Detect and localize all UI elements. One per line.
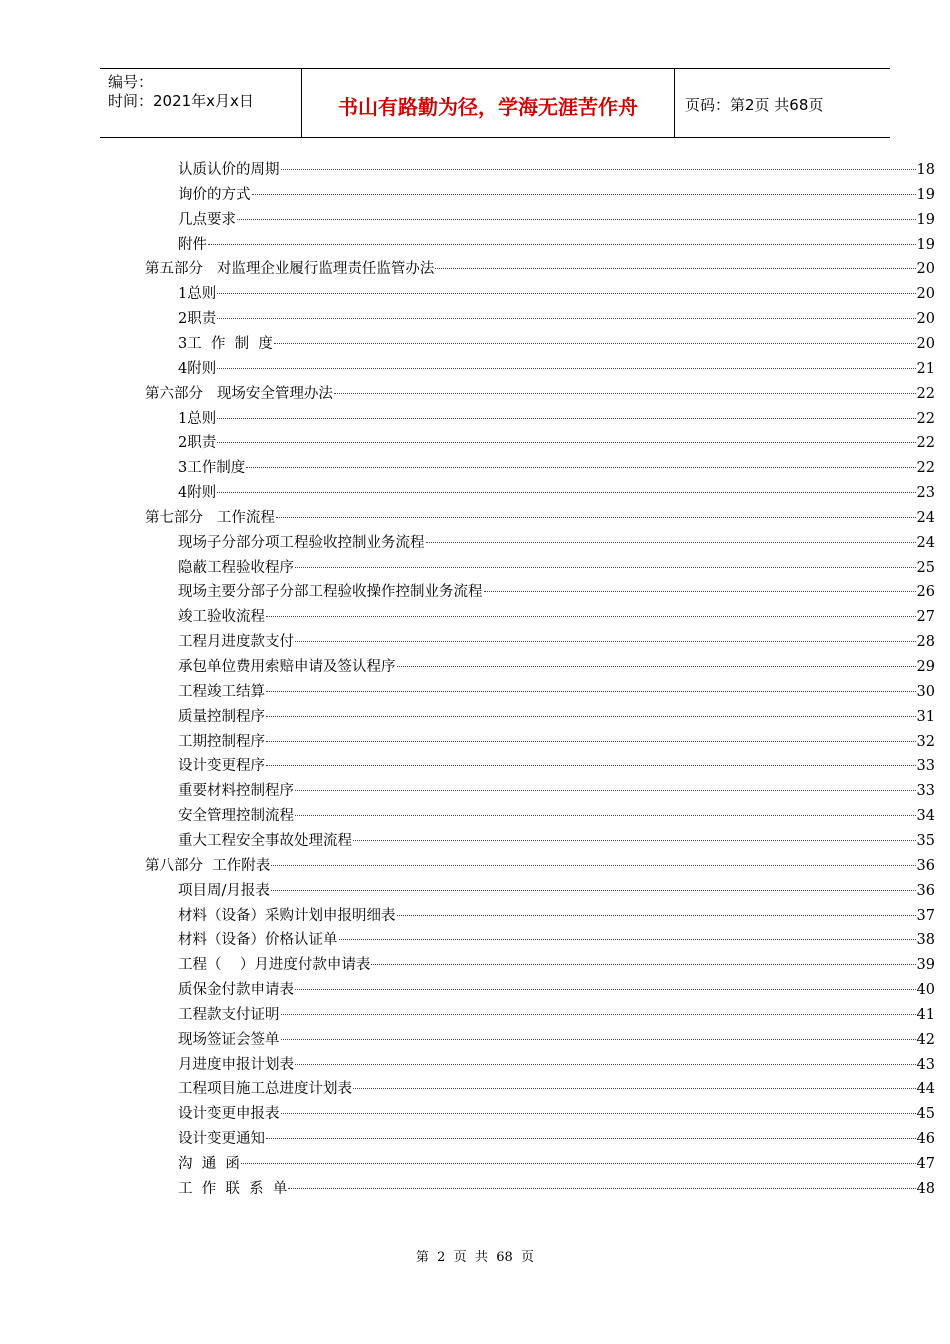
toc-entry-title: 工期控制程序	[178, 733, 265, 750]
toc-entry-title: 现场子分部分项工程验收控制业务流程	[178, 534, 425, 551]
toc-entry-page: 34	[916, 808, 935, 825]
toc-entry-page: 32	[916, 733, 935, 750]
toc-entry-page: 48	[916, 1180, 935, 1197]
toc-entry[interactable]	[178, 1154, 935, 1174]
toc-dot-leader	[266, 765, 916, 766]
toc-entry-page: 19	[916, 236, 935, 253]
toc-dot-leader	[334, 393, 916, 394]
toc-entry-title: 月进度申报计划表	[178, 1056, 294, 1073]
toc-dot-leader	[371, 964, 915, 965]
toc-entry[interactable]	[178, 160, 935, 180]
header-slogan-cell	[302, 69, 675, 137]
toc-entry-page: 24	[916, 534, 935, 551]
toc-dot-leader	[397, 915, 916, 916]
toc-entry-title: 2职责	[178, 435, 217, 452]
toc-entry-title: 工程款支付证明	[178, 1006, 280, 1023]
toc-section-entry[interactable]	[145, 384, 935, 404]
toc-entry-page: 20	[916, 311, 935, 328]
toc-entry-page: 19	[916, 211, 935, 228]
toc-entry[interactable]	[178, 359, 935, 379]
toc-entry-title: 工程项目施工总进度计划表	[178, 1081, 352, 1098]
toc-entry[interactable]	[178, 781, 935, 801]
toc-entry[interactable]	[178, 980, 935, 1000]
toc-entry-title: 3工 作 制 度	[178, 335, 273, 352]
toc-entry-page: 22	[916, 460, 935, 477]
toc-entry-title: 几点要求	[178, 211, 236, 228]
toc-entry-page: 22	[916, 385, 935, 402]
toc-entry-title: 3工作制度	[178, 460, 246, 477]
toc-dot-leader	[295, 790, 916, 791]
toc-entry-title: 第八部分 工作附表	[145, 857, 271, 874]
toc-entry-title: 2职责	[178, 311, 217, 328]
toc-entry-page: 33	[916, 783, 935, 800]
toc-entry-title: 工 作 联 系 单	[178, 1180, 288, 1197]
toc-entry-page: 28	[916, 634, 935, 651]
toc-entry-title: 安全管理控制流程	[178, 808, 294, 825]
toc-dot-leader	[295, 815, 916, 816]
toc-entry-page: 39	[916, 957, 935, 974]
toc-entry-page: 36	[916, 857, 935, 874]
toc-dot-leader	[288, 1188, 915, 1189]
toc-dot-leader	[217, 418, 915, 419]
toc-entry[interactable]	[178, 906, 935, 926]
toc-entry-title: 现场签证会签单	[178, 1031, 280, 1048]
toc-entry[interactable]	[178, 483, 935, 503]
toc-dot-leader	[435, 268, 915, 269]
toc-entry-page: 20	[916, 261, 935, 278]
toc-entry-title: 竣工验收流程	[178, 609, 265, 626]
toc-entry-title: 材料（设备）采购计划申报明细表	[178, 907, 396, 924]
toc-entry[interactable]	[178, 756, 935, 776]
toc-dot-leader	[208, 244, 916, 245]
header-meta-cell	[100, 69, 302, 137]
toc-entry[interactable]	[178, 881, 935, 901]
toc-entry[interactable]	[178, 1179, 935, 1199]
toc-section-entry[interactable]	[145, 259, 935, 279]
toc-entry[interactable]	[178, 235, 935, 255]
toc-dot-leader	[353, 1088, 916, 1089]
toc-dot-leader	[266, 691, 916, 692]
header-page-cell	[675, 69, 890, 137]
toc-entry-page: 29	[916, 659, 935, 675]
toc-dot-leader	[266, 741, 916, 742]
toc-entry[interactable]	[178, 334, 935, 354]
toc-entry-page: 42	[916, 1031, 935, 1048]
toc-entry-page: 31	[916, 708, 935, 725]
toc-dot-leader	[281, 1014, 916, 1015]
toc-entry-page: 35	[916, 832, 935, 849]
toc-entry[interactable]	[178, 1055, 935, 1075]
toc-entry-title: 1总则	[178, 410, 217, 427]
toc-entry-title: 承包单位费用索赔申请及签认程序	[178, 659, 396, 675]
toc-entry-page: 25	[916, 559, 935, 576]
toc-entry-title: 第六部分 现场安全管理办法	[145, 385, 333, 402]
toc-section-entry[interactable]	[145, 856, 935, 876]
toc-entry-title: 重大工程安全事故处理流程	[178, 832, 352, 849]
toc-dot-leader	[266, 716, 916, 717]
toc-entry-page: 22	[916, 410, 935, 427]
toc-entry-page: 40	[916, 982, 935, 999]
toc-entry-title: 重要材料控制程序	[178, 783, 294, 800]
toc-entry[interactable]	[178, 1104, 935, 1124]
page-header	[100, 68, 890, 138]
toc-entry[interactable]	[178, 955, 935, 975]
toc-dot-leader	[217, 293, 915, 294]
header-slogan: 书山有路勤为径，学海无涯苦作舟	[338, 95, 638, 119]
toc-entry[interactable]	[178, 582, 935, 602]
toc-entry-title: 设计变更程序	[178, 758, 265, 775]
document-code-label: 编号：	[108, 73, 154, 91]
toc-entry-title: 4附则	[178, 360, 217, 377]
toc-dot-leader	[217, 318, 915, 319]
toc-dot-leader	[397, 666, 916, 667]
toc-entry[interactable]	[178, 1129, 935, 1149]
toc-entry[interactable]	[178, 1079, 935, 1099]
toc-entry-page: 46	[916, 1131, 935, 1148]
toc-dot-leader	[281, 1039, 916, 1040]
toc-entry-title: 认质认价的周期	[178, 162, 280, 178]
toc-entry[interactable]	[178, 707, 935, 727]
toc-entry-page: 38	[916, 932, 935, 949]
toc-entry[interactable]	[178, 682, 935, 702]
toc-entry-title: 隐蔽工程验收程序	[178, 559, 294, 576]
header-page-number: 页码：第2页 共68页	[685, 96, 824, 114]
toc-entry-page: 20	[916, 286, 935, 303]
toc-entry-title: 质保金付款申请表	[178, 982, 294, 999]
toc-dot-leader	[271, 865, 915, 866]
toc-dot-leader	[266, 616, 916, 617]
toc-entry-page: 44	[916, 1081, 935, 1098]
toc-entry-page: 36	[916, 882, 935, 899]
toc-entry-page: 18	[916, 162, 935, 178]
toc-entry-title: 项目周/月报表	[178, 882, 270, 899]
toc-dot-leader	[426, 542, 916, 543]
toc-dot-leader	[276, 517, 916, 518]
toc-dot-leader	[281, 169, 916, 170]
toc-entry[interactable]	[178, 1005, 935, 1025]
toc-entry-page: 23	[916, 485, 935, 502]
toc-entry[interactable]	[178, 433, 935, 453]
toc-dot-leader	[295, 641, 916, 642]
toc-entry-title: 材料（设备）价格认证单	[178, 932, 338, 949]
toc-entry-title: 沟 通 函	[178, 1156, 240, 1172]
toc-entry[interactable]	[178, 210, 935, 230]
toc-dot-leader	[295, 567, 916, 568]
toc-entry-page: 26	[916, 584, 935, 601]
toc-entry-title: 工程月进度款支付	[178, 634, 294, 651]
toc-entry[interactable]	[178, 632, 935, 652]
toc-entry[interactable]	[178, 607, 935, 627]
toc-entry[interactable]	[178, 458, 935, 478]
toc-entry[interactable]	[178, 1030, 935, 1050]
toc-dot-leader	[339, 939, 916, 940]
toc-entry-title: 第七部分 工作流程	[145, 509, 275, 526]
toc-dot-leader	[295, 989, 916, 990]
toc-entry-title: 现场主要分部子分部工程验收操作控制业务流程	[178, 584, 483, 601]
toc-dot-leader	[252, 194, 916, 195]
toc-entry-page: 22	[916, 435, 935, 452]
toc-entry-title: 附件	[178, 236, 207, 253]
toc-dot-leader	[484, 591, 916, 592]
toc-entry[interactable]	[178, 806, 935, 826]
toc-entry[interactable]	[178, 930, 935, 950]
toc-entry-title: 设计变更通知	[178, 1131, 265, 1148]
toc-entry-page: 20	[916, 335, 935, 352]
toc-entry-title: 4附则	[178, 485, 217, 502]
toc-dot-leader	[295, 1064, 916, 1065]
toc-dot-leader	[274, 343, 916, 344]
toc-entry[interactable]	[178, 409, 935, 429]
toc-entry-page: 37	[916, 907, 935, 924]
toc-dot-leader	[237, 219, 916, 220]
toc-entry-page: 24	[916, 509, 935, 526]
toc-dot-leader	[217, 492, 915, 493]
toc-entry[interactable]	[178, 657, 935, 677]
toc-entry[interactable]	[178, 732, 935, 752]
toc-entry-page: 27	[916, 609, 935, 626]
toc-dot-leader	[281, 1113, 916, 1114]
toc-entry[interactable]	[178, 284, 935, 304]
toc-entry-title: 质量控制程序	[178, 708, 265, 725]
toc-dot-leader	[271, 890, 916, 891]
toc-section-entry[interactable]	[145, 508, 935, 528]
toc-dot-leader	[217, 442, 915, 443]
toc-entry[interactable]	[178, 558, 935, 578]
toc-dot-leader	[217, 368, 915, 369]
toc-entry-page: 33	[916, 758, 935, 775]
toc-entry[interactable]	[178, 185, 935, 205]
toc-entry-title: 工程（ ）月进度付款申请表	[178, 957, 371, 974]
document-time-label: 时间：2021年x月x日	[108, 92, 254, 110]
page-footer: 第 2 页 共 68 页	[415, 1250, 535, 1265]
toc-entry-title: 询价的方式	[178, 186, 251, 203]
toc-dot-leader	[246, 467, 915, 468]
toc-entry-page: 41	[916, 1006, 935, 1023]
toc-entry[interactable]	[178, 831, 935, 851]
toc-entry-page: 30	[916, 683, 935, 700]
toc-entry-title: 设计变更申报表	[178, 1106, 280, 1123]
toc-entry-title: 1总则	[178, 286, 217, 303]
toc-entry-title: 工程竣工结算	[178, 683, 265, 700]
toc-entry-page: 19	[916, 186, 935, 203]
toc-entry-title: 第五部分 对监理企业履行监理责任监管办法	[145, 261, 435, 278]
toc-dot-leader	[353, 840, 916, 841]
toc-dot-leader	[241, 1163, 916, 1164]
toc-entry-page: 47	[916, 1156, 935, 1172]
toc-entry-page: 21	[916, 360, 935, 377]
toc-entry-page: 43	[916, 1056, 935, 1073]
toc-entry[interactable]	[178, 309, 935, 329]
toc-dot-leader	[266, 1138, 916, 1139]
toc-entry-page: 45	[916, 1106, 935, 1123]
toc-entry[interactable]	[178, 533, 935, 553]
